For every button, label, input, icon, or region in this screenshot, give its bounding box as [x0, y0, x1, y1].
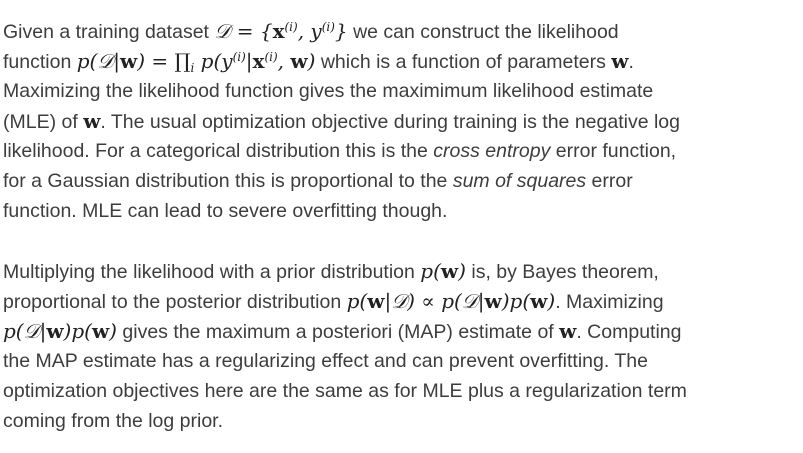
text-run: error function, [550, 140, 677, 162]
text-line [3, 46, 799, 76]
math-run: ) [307, 49, 316, 73]
text-run: gives the maximum a posteriori (MAP) estimate of [116, 321, 560, 343]
text-run: . Maximizing [555, 291, 664, 313]
math-run: } [334, 19, 348, 43]
text-line: function. MLE can lead to severe overfitting though. [3, 200, 448, 222]
text-line [3, 136, 799, 166]
math-run: 𝒟 = { [214, 19, 273, 43]
text-run: . The usual optimization objective during training is the negative log [100, 111, 680, 133]
text-line [3, 106, 799, 136]
text-run: likelihood. For a categorical distribution this is the [3, 140, 434, 162]
text-line: coming from the log prior. [3, 410, 224, 432]
math-bold-w: w [367, 289, 385, 313]
math-bold-x: x [252, 49, 265, 73]
math-run: p( [346, 289, 368, 313]
text-run: . Computing [576, 321, 682, 343]
text-run: . [628, 51, 634, 73]
math-subscript: i [190, 61, 195, 75]
text-run: (MLE) of [3, 111, 84, 133]
text-line [3, 316, 799, 346]
math-dataset-definition [214, 19, 347, 43]
math-run: |𝒟) ∝ p(𝒟| [384, 289, 485, 313]
math-run: , [277, 49, 291, 73]
text-line: Maximizing the likelihood function gives the maximimum likelihood estimate [3, 80, 654, 102]
text-run: Multiplying the likelihood with a prior distribution [3, 261, 421, 283]
math-superscript: (i) [264, 50, 278, 64]
math-likelihood-times-prior [3, 319, 117, 343]
text-run: error [586, 170, 633, 192]
math-run: | [245, 49, 253, 73]
text-run: we can construct the likelihood [347, 21, 619, 43]
math-run: p(y [194, 49, 233, 73]
math-superscript: (i) [321, 20, 335, 34]
paragraph-spacer [3, 226, 799, 256]
text-run: for a Gaussian distribution this is proportional to the [3, 170, 453, 192]
paragraph-mle [3, 16, 799, 226]
math-run: )p( [63, 319, 92, 343]
math-run: ) [458, 259, 466, 283]
math-bold-x: x [272, 19, 285, 43]
math-bold-w: w [559, 319, 577, 343]
paragraph-map [3, 256, 799, 436]
math-bold-w: w [91, 319, 110, 343]
text-run: proportional to the posterior distribution [3, 291, 347, 313]
math-bold-w: w [484, 289, 502, 313]
math-run: ) = ∏ [137, 49, 191, 73]
math-superscript: (i) [284, 20, 298, 34]
math-bold-w: w [611, 49, 629, 73]
math-likelihood-function [77, 49, 316, 73]
emphasis-sum-of-squares: sum of squares [452, 170, 587, 192]
math-run: ) [547, 289, 556, 313]
math-run: p(𝒟| [76, 49, 121, 73]
math-run: , y [297, 19, 322, 43]
math-bold-w: w [120, 49, 138, 73]
math-bold-w: w [83, 109, 101, 133]
text-run: function [3, 51, 77, 73]
math-bold-w: w [290, 49, 308, 73]
text-line [3, 16, 799, 46]
math-prior [420, 259, 466, 283]
text-line: optimization objectives here are the same as for MLE plus a regularization term [3, 380, 687, 402]
math-bold-w: w [46, 319, 64, 343]
math-run: p(𝒟| [3, 319, 47, 343]
math-run: ) [109, 319, 117, 343]
math-run: )p( [501, 289, 531, 313]
text-run: Given a training dataset [3, 21, 215, 43]
math-bold-w: w [440, 259, 459, 283]
emphasis-cross-entropy: cross entropy [433, 140, 551, 162]
math-posterior [347, 289, 556, 313]
math-bold-w: w [530, 289, 548, 313]
text-line [3, 286, 799, 316]
text-line: the MAP estimate has a regularizing effect and can prevent overfitting. The [3, 350, 648, 372]
text-line [3, 166, 799, 196]
text-line [3, 256, 799, 286]
document-body [3, 16, 799, 436]
text-run: is, by Bayes theorem, [465, 261, 659, 283]
math-superscript: (i) [232, 50, 246, 64]
math-run: p( [420, 259, 441, 283]
text-run: which is a function of parameters [315, 51, 612, 73]
